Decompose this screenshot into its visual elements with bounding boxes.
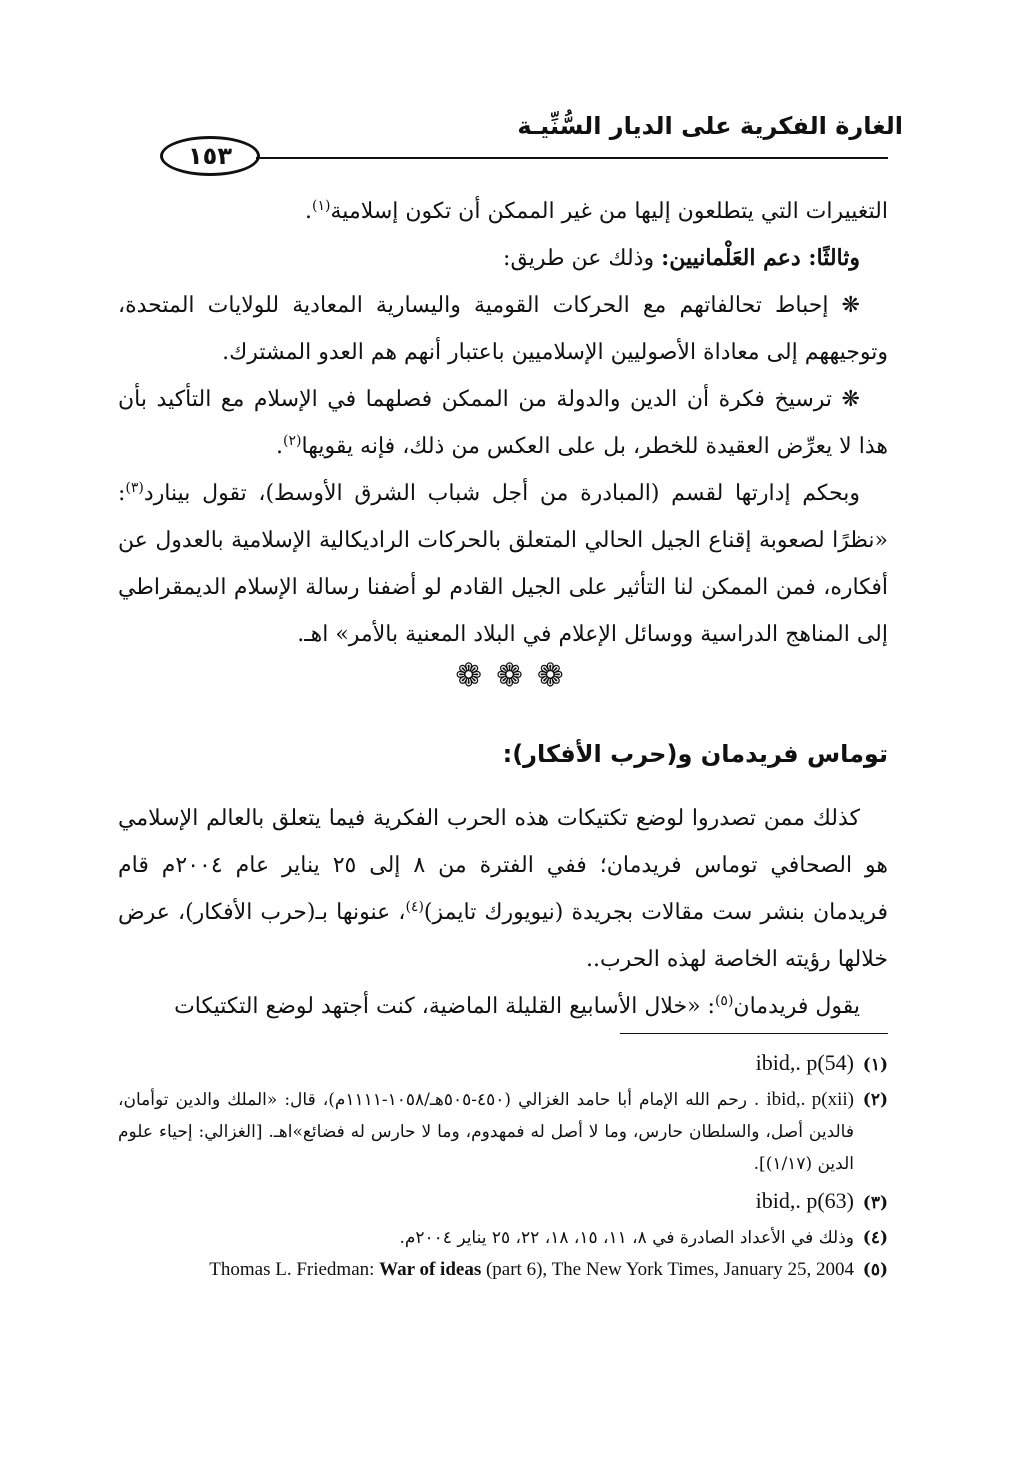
paragraph-2	[118, 235, 888, 282]
footnote-2-latin: ibid,. p(xii)	[766, 1089, 854, 1110]
footnote-2	[118, 1084, 888, 1180]
paragraph-1	[118, 188, 888, 235]
footnote-body	[118, 1180, 854, 1222]
footnote-number: (٤)	[862, 1228, 888, 1248]
running-title: الغارة الفكرية على الديار السُّنِّيـة	[517, 112, 903, 140]
footnote-3	[118, 1180, 888, 1222]
footnote-5-author: Thomas L. Friedman:	[209, 1259, 380, 1280]
footnote-4	[118, 1222, 888, 1254]
footnote-2-text: . رحم الله الإمام أبا حامد الغزالي (٤٥٠-٥٠٥هـ/١٠٥٨-١١١١م)، قال: «الملك والدين توأمان، فالدين أصل، والسلطان حارس، وما لا أصل له فمهدوم، وما لا حارس له فضائع»اهـ. [الغزالي: إحياء علوم الدين (١/١٧)].	[118, 1090, 854, 1174]
paragraph-7-text: يقول فريدمان	[733, 994, 860, 1019]
page-number: ١٥٣	[188, 142, 232, 170]
paragraph-1-end: .	[305, 199, 313, 224]
paragraph-5-text-b: : «نظرًا لصعوبة إقناع الجيل الحالي المتعلق بالحركات الراديكالية الإسلامية بالعدول عن أفكاره، فمن الممكن لنا التأثير على الجيل القادم لو أضفنا رسالة الإسلام الديمقراطي إلى المناهج الدراسية ووسائل الإعلام في البلاد المعنية بالأمر» اهـ.	[118, 481, 888, 647]
footnote-ref-2[interactable]: (٢)	[283, 433, 302, 449]
footnote-body	[118, 1254, 854, 1286]
section-divider-ornaments: ❁❁❁	[455, 656, 578, 694]
paragraph-4-end: .	[276, 434, 284, 459]
paragraph-2-lead: وثالثًا: دعم العَلْمانيين:	[661, 245, 860, 271]
header-rule	[256, 157, 888, 159]
footnote-ref-4[interactable]: (٤)	[405, 899, 424, 915]
body-text-lower	[118, 795, 888, 1030]
footnote-number: (٢)	[862, 1090, 888, 1110]
paragraph-6	[118, 795, 888, 983]
footnote-rule	[620, 1033, 888, 1034]
page-number-badge	[160, 136, 260, 176]
footnote-5-title: War of ideas	[379, 1259, 482, 1280]
footnote-5-source: (part 6), The New York Times, January 25, 2004	[481, 1259, 854, 1280]
footnote-1	[118, 1042, 888, 1084]
paragraph-6-text-b: ، عنونها بـ(حرب الأفكار)، عرض خلالها رؤيته الخاصة لهذه الحرب..	[118, 900, 888, 972]
footnote-body	[118, 1042, 854, 1084]
footnote-ref-1[interactable]: (١)	[312, 198, 331, 214]
footnote-ref-3[interactable]: (٣)	[125, 480, 144, 496]
paragraph-5	[118, 470, 888, 658]
section-heading: توماس فريدمان و(حرب الأفكار):	[502, 740, 888, 768]
footnote-number: (٥)	[862, 1260, 888, 1280]
footnote-1-text: ibid,. p(54)	[755, 1050, 854, 1075]
paragraph-3: ❋ إحباط تحالفاتهم مع الحركات القومية واليسارية المعادية للولايات المتحدة، وتوجيههم إلى معاداة الأصوليين الإسلاميين باعتبار أنهم هم العدو المشترك.	[118, 293, 888, 365]
paragraph-4-text: ❋ ترسيخ فكرة أن الدين والدولة من الممكن فصلهما في الإسلام مع التأكيد بأن هذا لا يعرِّض العقيدة للخطر، بل على العكس من ذلك، فإنه يقويها	[118, 387, 888, 459]
footnote-number: (١)	[862, 1055, 888, 1075]
paragraph-2-rest: وذلك عن طريق:	[503, 246, 662, 271]
paragraph-7	[118, 983, 888, 1030]
paragraph-1-text: التغييرات التي يتطلعون إليها من غير الممكن أن تكون إسلامية	[330, 199, 888, 224]
paragraph-6-text: كذلك ممن تصدروا لوضع تكتيكات هذه الحرب الفكرية فيما يتعلق بالعالم الإسلامي هو الصحافي توماس فريدمان؛ ففي الفترة من ٨ إلى ٢٥ يناير عام ٢٠٠٤م قام فريدمان بنشر ست مقالات بجريدة (نيويورك تايمز)	[118, 806, 888, 925]
footnote-5	[118, 1254, 888, 1286]
footnote-4-text: وذلك في الأعداد الصادرة في ٨، ١١، ١٥، ١٨، ٢٢، ٢٥ يناير ٢٠٠٤م.	[399, 1228, 854, 1248]
footnote-5-citation	[209, 1259, 854, 1280]
paragraph-4	[118, 376, 888, 470]
footnote-ref-5[interactable]: (٥)	[714, 993, 734, 1009]
footnote-number: (٣)	[862, 1193, 888, 1213]
paragraph-7-text-b: : «خلال الأسابيع القليلة الماضية، كنت أجتهد لوضع التكتيكات	[174, 994, 715, 1019]
footnote-body	[118, 1084, 854, 1180]
body-text-upper	[118, 188, 888, 658]
footnote-3-text: ibid,. p(63)	[755, 1188, 854, 1213]
footnotes	[118, 1042, 888, 1286]
paragraph-5-text-a: وبحكم إدارتها لقسم (المبادرة من أجل شباب الشرق الأوسط)، تقول بينارد	[143, 481, 860, 506]
